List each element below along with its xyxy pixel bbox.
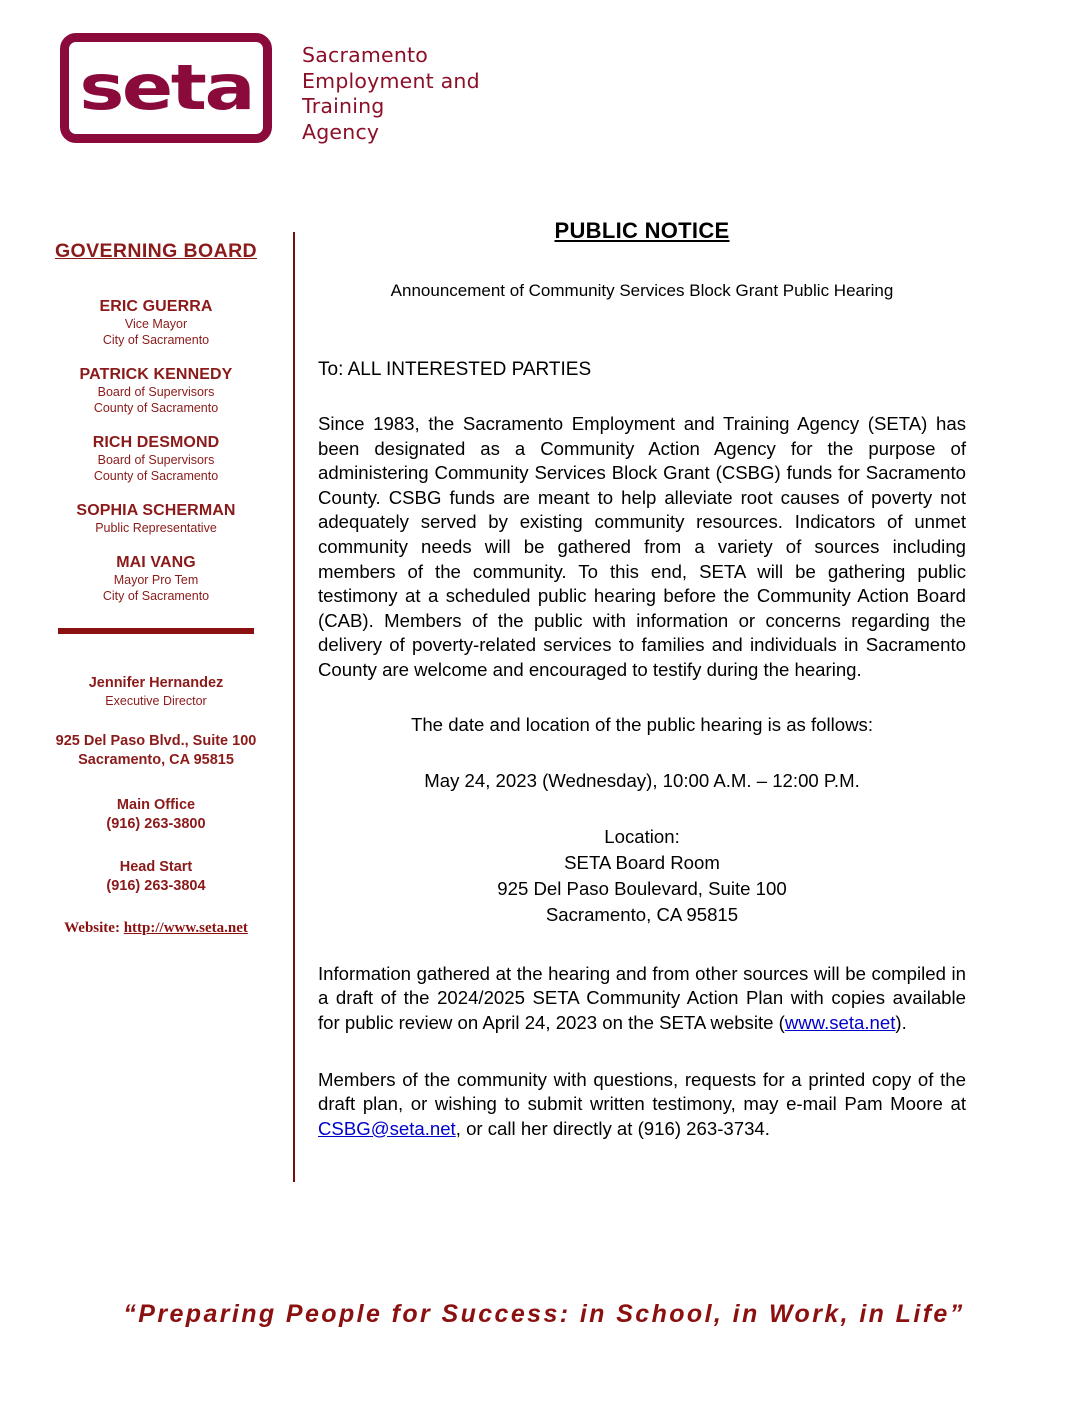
board-member <box>40 365 272 416</box>
addressed-to-line: To: ALL INTERESTED PARTIES <box>318 359 592 380</box>
paragraph-contact-text-a: Members of the community with questions, requests for a printed copy of the draft plan, or wishing to submit written testimony, may e-mail Pam Moore at <box>318 1068 966 1115</box>
board-member-name: ERIC GUERRA <box>99 298 213 315</box>
board-member-title: Public Representative <box>95 521 217 535</box>
board-member-org: City of Sacramento <box>102 333 210 347</box>
board-member-org: County of Sacramento <box>93 401 219 415</box>
agency-name-line-3: Training <box>302 94 385 118</box>
board-member-name: SOPHIA SCHERMAN <box>76 502 236 519</box>
board-member-name: MAI VANG <box>116 554 196 571</box>
main-office-phone: (916) 263-3800 <box>106 815 206 832</box>
paragraph-draft-plan-text-a: Information gathered at the hearing and from other sources will be compiled in a draft of the 2024/2025 SETA Community Action Plan with copies available for public review on April 24, 2023 on the SETA website ( <box>318 962 966 1033</box>
head-start-label: Head Start <box>119 858 193 875</box>
board-member <box>40 433 272 484</box>
hearing-datetime: May 24, 2023 (Wednesday), 10:00 A.M. – 12:00 P.M. <box>424 770 860 792</box>
sidebar <box>40 240 272 937</box>
executive-director-title: Executive Director <box>105 693 207 708</box>
csbg-email-link[interactable]: CSBG@seta.net <box>318 1117 456 1139</box>
governing-board-heading: GOVERNING BOARD <box>54 240 258 262</box>
paragraph-draft-plan-text-b: ). <box>895 1011 907 1033</box>
website-url-link[interactable]: http://www.seta.net <box>123 919 248 936</box>
hearing-location-block <box>318 824 966 928</box>
board-member <box>40 501 272 536</box>
paragraph-draft-plan <box>318 962 966 1036</box>
seta-logo-wordmark: seta <box>79 51 253 124</box>
agency-name-line-1: Sacramento <box>302 43 428 67</box>
seta-website-link[interactable]: www.seta.net <box>784 1011 896 1033</box>
column-divider <box>293 232 295 1182</box>
board-member-org: City of Sacramento <box>102 589 210 603</box>
board-member <box>40 297 272 348</box>
location-city: Sacramento, CA 95815 <box>545 903 739 925</box>
location-label: Location: <box>604 825 680 847</box>
board-member-name: RICH DESMOND <box>92 434 220 451</box>
board-member-title: Mayor Pro Tem <box>113 573 199 587</box>
website-label: Website: <box>64 919 120 936</box>
agency-name <box>302 43 480 145</box>
sidebar-divider-rule <box>58 628 254 634</box>
paragraph-contact-text-b: , or call her directly at (916) 263-3734. <box>455 1117 770 1139</box>
office-address-line-2: Sacramento, CA 95815 <box>78 751 234 768</box>
head-start-phone: (916) 263-3804 <box>106 877 206 894</box>
board-member-title: Board of Supervisors <box>97 385 215 399</box>
page-title: PUBLIC NOTICE <box>554 218 730 243</box>
notice-body <box>318 218 966 1163</box>
seta-logo <box>60 33 272 143</box>
agency-name-line-2: Employment and <box>302 68 480 93</box>
paragraph-contact <box>318 1068 966 1142</box>
main-office-label: Main Office <box>116 796 196 813</box>
letterhead <box>60 33 480 145</box>
office-address-line-1: 925 Del Paso Blvd., Suite 100 <box>55 732 257 749</box>
executive-director-block <box>40 674 272 710</box>
executive-director-name: Jennifer Hernandez <box>88 675 224 691</box>
agency-name-line-4: Agency <box>302 119 380 144</box>
head-start-contact <box>40 858 272 896</box>
main-office-contact <box>40 796 272 834</box>
website-line <box>40 920 272 937</box>
office-address <box>40 732 272 770</box>
location-room: SETA Board Room <box>564 851 720 873</box>
paragraph-background: Since 1983, the Sacramento Employment and Training Agency (SETA) has been designated as a Community Action Agency for the purpose of administering Community Services Block Grant (CSBG) funds for Sacramento County. CSBG funds are meant to help alleviate root causes of poverty not adequately served by existing community resources. Indicators of unmet community needs will be gathered from a variety of sources including members of the community. To this end, SETA will be gathering public testimony at a scheduled public hearing before the Community Action Board (CAB). Members of the public with information or concerns regarding the delivery of poverty-related services to families and individuals in Sacramento County are welcome and encouraged to testify during the hearing. <box>318 413 966 680</box>
board-member-name: PATRICK KENNEDY <box>79 366 233 383</box>
board-member-org: County of Sacramento <box>93 469 219 483</box>
board-member-title: Vice Mayor <box>124 317 188 331</box>
footer-tagline: “Preparing People for Success: in School, in Work, in Life” <box>123 1300 965 1328</box>
hearing-intro-line: The date and location of the public hearing is as follows: <box>410 713 874 735</box>
location-street: 925 Del Paso Boulevard, Suite 100 <box>497 877 787 899</box>
notice-subtitle: Announcement of Community Services Block Grant Public Hearing <box>390 281 894 300</box>
board-member-title: Board of Supervisors <box>97 453 215 467</box>
board-member <box>40 553 272 604</box>
